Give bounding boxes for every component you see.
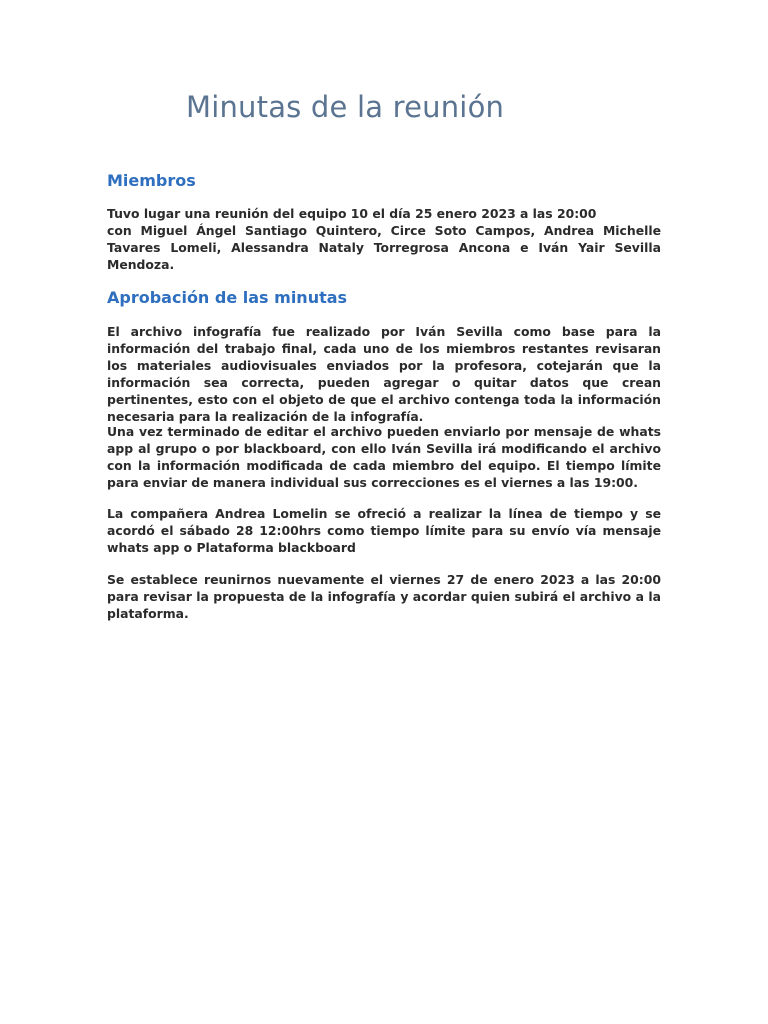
section-heading-miembros: Miembros bbox=[107, 171, 196, 190]
members-paragraph-first-line: Tuvo lugar una reunión del equipo 10 el día 25 enero 2023 a las 20:00 bbox=[107, 206, 597, 221]
approval-paragraph-2: Una vez terminado de editar el archivo pueden enviarlo por mensaje de whats app al grupo o por blackboard, con ello Iván Sevilla irá modificando el archivo con la información modificada de cada miembro del equipo. El tiempo límite para enviar de manera individual sus correcciones es el viernes a las 19:00. bbox=[107, 424, 661, 490]
members-paragraph-rest: con Miguel Ángel Santiago Quintero, Circe Soto Campos, Andrea Michelle Tavares Lomeli, Alessandra Nataly Torregrosa Ancona e Iván Yair Sevilla Mendoza. bbox=[107, 223, 661, 272]
document-title: Minutas de la reunión bbox=[186, 90, 505, 124]
approval-paragraph-4: Se establece reunirnos nuevamente el viernes 27 de enero 2023 a las 20:00 para revisar la propuesta de la infografía y acordar quien subirá el archivo a la plataforma. bbox=[107, 572, 661, 621]
approval-paragraph-3: La compañera Andrea Lomelin se ofreció a realizar la línea de tiempo y se acordó el sábado 28 12:00hrs como tiempo límite para su envío vía mensaje whats app o Plataforma blackboard bbox=[107, 506, 661, 555]
members-paragraph bbox=[107, 205, 661, 273]
approval-paragraph-1: El archivo infografía fue realizado por Iván Sevilla como base para la información del trabajo final, cada uno de los miembros restantes revisaran los materiales audiovisuales enviados por la profesora, cotejarán que la información sea correcta, pueden agregar o quitar datos que crean pertinentes, esto con el objeto de que el archivo contenga toda la información necesaria para la realización de la infografía. bbox=[107, 324, 661, 424]
section-heading-aprobacion: Aprobación de las minutas bbox=[107, 288, 348, 307]
